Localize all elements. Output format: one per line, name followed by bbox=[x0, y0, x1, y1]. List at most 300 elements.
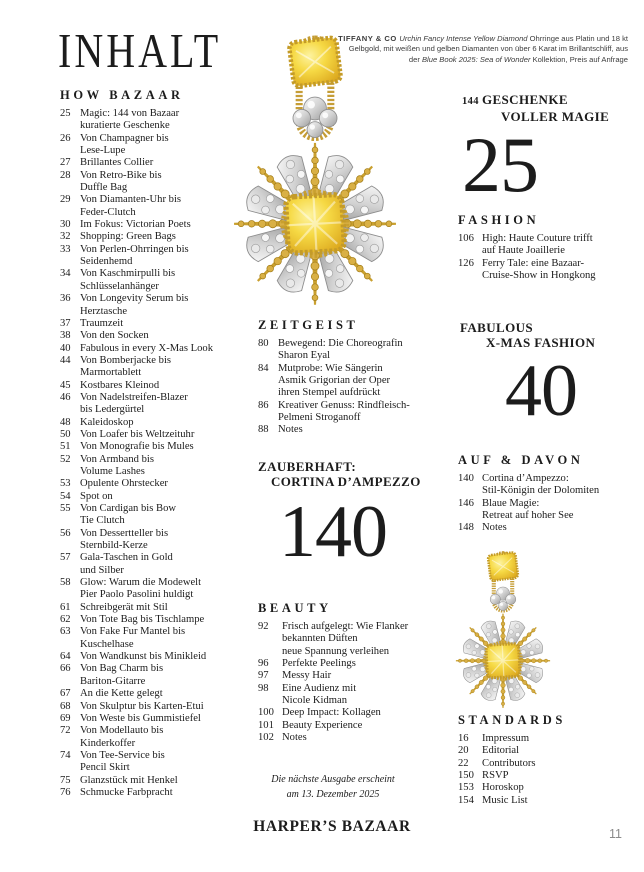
toc-entry bbox=[60, 380, 246, 392]
toc-entry bbox=[60, 343, 246, 355]
entry-text bbox=[482, 233, 640, 258]
entry-line: Schmucke Farbpracht bbox=[80, 786, 173, 798]
entry-page-number: 146 bbox=[458, 497, 474, 509]
entry-line: Von Tote Bag bis Tischlampe bbox=[80, 614, 205, 626]
entry-text bbox=[80, 491, 246, 503]
entry-page-number: 150 bbox=[458, 770, 474, 782]
entry-line: bekannten Düften bbox=[282, 633, 358, 645]
feature-xmas bbox=[460, 320, 596, 432]
entry-text bbox=[80, 626, 246, 651]
toc-entry bbox=[258, 720, 454, 732]
entry-line: Gala-Taschen in Gold bbox=[80, 552, 173, 564]
toc-entry bbox=[458, 498, 640, 523]
entry-text bbox=[80, 293, 246, 318]
entry-page-number: 16 bbox=[458, 733, 469, 744]
page-title: INHALT bbox=[58, 23, 222, 79]
entry-text bbox=[80, 651, 246, 663]
section-title: AUF & DAVON bbox=[458, 453, 584, 467]
entry-text bbox=[80, 552, 246, 577]
entry-text bbox=[80, 318, 246, 330]
entry-line: Kinderkoffer bbox=[80, 737, 136, 749]
earring-photo-large bbox=[227, 20, 403, 322]
toc-entry bbox=[60, 429, 246, 441]
toc-entry bbox=[60, 701, 246, 713]
entry-line: RSVP bbox=[482, 770, 509, 782]
entry-page-number: 102 bbox=[258, 732, 274, 744]
entry-page-number: 68 bbox=[60, 700, 71, 712]
entry-line: Schlüsselanhänger bbox=[80, 280, 159, 292]
toc-entry bbox=[60, 478, 246, 490]
feature-folio-number: 25 bbox=[462, 121, 538, 208]
entry-line: Tie Clutch bbox=[80, 515, 125, 527]
entry-text bbox=[282, 720, 454, 732]
entry-page-number: 72 bbox=[60, 725, 71, 737]
entry-line: Volume Lashes bbox=[80, 465, 145, 477]
entry-line: Von Wandkunst bis Minikleid bbox=[80, 651, 207, 663]
entry-page-number: 64 bbox=[60, 651, 71, 663]
entry-page-number: 38 bbox=[60, 330, 71, 342]
entry-line: Marmortablett bbox=[80, 367, 142, 379]
entry-page-number: 53 bbox=[60, 478, 71, 490]
entry-page-number: 51 bbox=[60, 441, 71, 453]
entry-line: Von Tee-Service bis bbox=[80, 749, 165, 761]
entry-line: Beauty Experience bbox=[282, 719, 363, 731]
toc-entry bbox=[60, 417, 246, 429]
entry-line: Stil-Königin der Dolomiten bbox=[482, 485, 600, 497]
toc-entry bbox=[60, 108, 246, 133]
entry-page-number: 88 bbox=[258, 424, 269, 436]
toc-entry bbox=[60, 268, 246, 293]
toc-entry bbox=[60, 775, 246, 787]
toc-entry bbox=[60, 614, 246, 626]
entry-page-number: 20 bbox=[458, 745, 469, 757]
toc-entry bbox=[258, 621, 454, 658]
entry-line: neue Spannung verleihen bbox=[282, 645, 390, 657]
entry-line: Cortina d’Ampezzo: bbox=[482, 473, 569, 484]
entry-line: Glow: Warum die Modewelt bbox=[80, 577, 202, 589]
entry-line: Notes bbox=[278, 424, 303, 436]
next-issue-line2: am 13. Dezember 2025 bbox=[286, 789, 380, 800]
entry-page-number: 76 bbox=[60, 786, 71, 798]
toc-entry bbox=[60, 725, 246, 750]
toc-entry bbox=[60, 219, 246, 231]
entry-text bbox=[282, 707, 454, 719]
entry-text bbox=[282, 621, 454, 658]
toc-entry bbox=[60, 491, 246, 503]
entry-page-number: 74 bbox=[60, 749, 71, 761]
entry-text bbox=[482, 745, 640, 757]
entry-line: Von Bomberjacke bis bbox=[80, 354, 172, 366]
toc-entry bbox=[258, 658, 454, 670]
entry-line: Brillantes Collier bbox=[80, 157, 154, 169]
entry-line: Glanzstück mit Henkel bbox=[80, 774, 178, 786]
entry-line: bis Ledergürtel bbox=[80, 404, 145, 416]
toc-entry bbox=[60, 170, 246, 195]
feature-kicker-number: 144 bbox=[462, 96, 479, 107]
toc-entry bbox=[60, 293, 246, 318]
toc-entry bbox=[258, 400, 454, 425]
next-issue-note bbox=[248, 772, 418, 802]
entry-text bbox=[80, 330, 246, 342]
section-title: ZEITGEIST bbox=[258, 318, 359, 332]
entry-line: Sternbild-Kerze bbox=[80, 540, 148, 552]
entry-line: Eine Audienz mit bbox=[282, 682, 357, 694]
entry-text bbox=[80, 194, 246, 219]
entry-text bbox=[80, 108, 246, 133]
entry-line: Retreat auf hoher See bbox=[482, 510, 574, 522]
next-issue-line1: Die nächste Ausgabe erscheint bbox=[271, 774, 395, 785]
feature-folio-number: 40 bbox=[505, 350, 577, 432]
entry-text bbox=[282, 658, 454, 670]
entry-line: Kreativer Genuss: Rindfleisch- bbox=[278, 399, 410, 411]
entry-line: Notes bbox=[482, 522, 507, 534]
entry-page-number: 22 bbox=[458, 757, 469, 769]
entry-page-number: 27 bbox=[60, 157, 71, 169]
entry-line: Fabulous in every X-Mas Look bbox=[80, 342, 213, 354]
toc-entry bbox=[458, 233, 640, 258]
entry-page-number: 56 bbox=[60, 527, 71, 539]
entry-line: Von Perlen-Ohrringen bis bbox=[80, 243, 189, 255]
toc-entry bbox=[458, 745, 640, 757]
entry-page-number: 57 bbox=[60, 552, 71, 564]
entry-line: Duffle Bag bbox=[80, 182, 128, 194]
section-title: BEAUTY bbox=[258, 601, 332, 615]
toc-entry bbox=[60, 528, 246, 553]
section-beauty bbox=[258, 601, 454, 744]
entry-line: auf Haute Joaillerie bbox=[482, 245, 565, 257]
toc-entry bbox=[60, 503, 246, 528]
section-standards bbox=[458, 713, 640, 807]
entry-text bbox=[80, 392, 246, 417]
entry-text bbox=[80, 380, 246, 392]
entry-line: An die Kette gelegt bbox=[80, 688, 163, 700]
entry-line: Pier Paolo Pasolini huldigt bbox=[80, 589, 194, 601]
entry-text bbox=[80, 577, 246, 602]
toc-entry bbox=[258, 670, 454, 682]
entry-page-number: 34 bbox=[60, 268, 71, 280]
toc-entry bbox=[60, 713, 246, 725]
toc-entry bbox=[258, 338, 454, 363]
toc-entry bbox=[60, 318, 246, 330]
toc-entry bbox=[258, 732, 454, 744]
section-fashion bbox=[458, 213, 640, 282]
entry-text bbox=[482, 522, 640, 534]
entry-page-number: 28 bbox=[60, 169, 71, 181]
entry-line: Opulente Ohrstecker bbox=[80, 478, 168, 490]
toc-entry bbox=[60, 577, 246, 602]
entry-page-number: 54 bbox=[60, 490, 71, 502]
entry-page-number: 96 bbox=[258, 658, 269, 670]
entry-line: Von Champagner bis bbox=[80, 132, 169, 144]
entry-line: Lese-Lupe bbox=[80, 145, 126, 157]
entry-line: Editorial bbox=[482, 745, 520, 757]
feature-kicker-line1: ZAUBERHAFT: bbox=[258, 459, 357, 474]
entry-page-number: 126 bbox=[458, 257, 474, 269]
feature-kicker-line2: CORTINA D’AMPEZZO bbox=[271, 474, 421, 489]
entry-line: Herztasche bbox=[80, 305, 128, 317]
entry-page-number: 30 bbox=[60, 219, 71, 231]
toc-entry bbox=[458, 770, 640, 782]
entry-text bbox=[80, 787, 246, 799]
entry-line: Von Diamanten-Uhr bis bbox=[80, 194, 182, 206]
entry-page-number: 100 bbox=[258, 707, 274, 719]
toc-entry bbox=[458, 522, 640, 534]
entry-page-number: 97 bbox=[258, 670, 269, 682]
entry-text bbox=[80, 268, 246, 293]
entry-line: Perfekte Peelings bbox=[282, 658, 356, 670]
entry-line: Von Weste bis Gummistiefel bbox=[80, 712, 201, 724]
entry-page-number: 29 bbox=[60, 194, 71, 206]
entry-line: Von Monografie bis Mules bbox=[80, 441, 194, 453]
entry-line: High: Haute Couture trifft bbox=[482, 233, 593, 244]
entry-line: Von Nadelstreifen-Blazer bbox=[80, 391, 188, 403]
toc-entry bbox=[458, 758, 640, 770]
feature-kicker-text: GESCHENKE bbox=[481, 92, 568, 107]
credit-text: Urchin Fancy Intense Yellow Diamond bbox=[399, 33, 528, 43]
entry-line: Magic: 144 von Bazaar bbox=[80, 108, 180, 119]
entry-text bbox=[80, 701, 246, 713]
section-title: STANDARDS bbox=[458, 713, 566, 727]
entry-text bbox=[278, 424, 454, 436]
entry-text bbox=[80, 750, 246, 775]
toc-entry bbox=[258, 683, 454, 708]
toc-entry bbox=[60, 787, 246, 799]
entry-page-number: 153 bbox=[458, 782, 474, 794]
toc-entry bbox=[60, 194, 246, 219]
entry-text bbox=[80, 417, 246, 429]
toc-entry bbox=[258, 707, 454, 719]
entry-line: kuratierte Geschenke bbox=[80, 120, 170, 132]
entry-text bbox=[80, 528, 246, 553]
entry-line: Spot on bbox=[80, 490, 113, 502]
entry-line: Impressum bbox=[482, 733, 530, 744]
entry-line: Von Loafer bis Weltzeituhr bbox=[80, 428, 195, 440]
entry-page-number: 66 bbox=[60, 663, 71, 675]
magazine-logo: HARPER’S BAZAAR bbox=[253, 818, 411, 835]
entry-line: Contributors bbox=[482, 757, 536, 769]
entry-page-number: 106 bbox=[458, 233, 474, 244]
entry-line: Seidenhemd bbox=[80, 256, 133, 268]
entry-line: Von Fake Fur Mantel bis bbox=[80, 626, 186, 638]
toc-entry bbox=[60, 355, 246, 380]
entry-page-number: 33 bbox=[60, 243, 71, 255]
section-title: HOW BAZAAR bbox=[60, 88, 184, 102]
entry-line: Von Cardigan bis Bow bbox=[80, 503, 177, 514]
entry-line: Von Modellauto bis bbox=[80, 725, 164, 737]
entry-line: Kaleidoskop bbox=[80, 416, 134, 428]
entry-page-number: 46 bbox=[60, 391, 71, 403]
toc-entry bbox=[60, 750, 246, 775]
entry-text bbox=[80, 429, 246, 441]
entry-line: Blaue Magie: bbox=[482, 497, 540, 509]
earring-photo-small bbox=[444, 545, 562, 715]
entry-line: ihren Stempel aufdrückt bbox=[278, 387, 381, 399]
entry-page-number: 154 bbox=[458, 794, 474, 806]
entry-text bbox=[482, 782, 640, 794]
entry-line: und Silber bbox=[80, 564, 124, 576]
entry-page-number: 36 bbox=[60, 293, 71, 305]
toc-entry bbox=[458, 473, 640, 498]
toc-entry bbox=[60, 441, 246, 453]
toc-entry bbox=[60, 244, 246, 269]
section-zeitgeist bbox=[258, 318, 454, 437]
toc-entry bbox=[60, 454, 246, 479]
entry-text bbox=[80, 503, 246, 528]
entry-text bbox=[80, 231, 246, 243]
entry-text bbox=[80, 219, 246, 231]
entry-text bbox=[80, 602, 246, 614]
toc-entry bbox=[60, 133, 246, 158]
entry-line: Music List bbox=[482, 794, 528, 806]
entry-page-number: 25 bbox=[60, 108, 71, 119]
entry-text bbox=[80, 713, 246, 725]
toc-entry bbox=[60, 157, 246, 169]
toc-entry bbox=[458, 733, 640, 745]
entry-text bbox=[482, 795, 640, 807]
entry-text bbox=[482, 758, 640, 770]
entry-page-number: 44 bbox=[60, 354, 71, 366]
entry-text bbox=[80, 133, 246, 158]
toc-entry bbox=[60, 330, 246, 342]
entry-page-number: 37 bbox=[60, 317, 71, 329]
entry-line: Nicole Kidman bbox=[282, 695, 348, 707]
feature-cortina bbox=[258, 459, 421, 573]
entry-text bbox=[80, 454, 246, 479]
feature-geschenke bbox=[462, 92, 610, 208]
credit-text: Ohrringe aus Platin und 18 kt Gelbgold, mit weißen und gelben Diamanten von über 6 Karat im Brillantschliff, aus der bbox=[348, 33, 628, 65]
entry-line: Deep Impact: Kollagen bbox=[282, 707, 381, 719]
entry-page-number: 32 bbox=[60, 231, 71, 243]
entry-page-number: 101 bbox=[258, 719, 274, 731]
entry-text bbox=[278, 363, 454, 400]
toc-entry bbox=[60, 392, 246, 417]
entry-line: Im Fokus: Victorian Poets bbox=[80, 219, 191, 231]
entry-page-number: 63 bbox=[60, 626, 71, 638]
entry-text bbox=[80, 244, 246, 269]
entry-page-number: 58 bbox=[60, 577, 71, 589]
entry-page-number: 61 bbox=[60, 601, 71, 613]
entry-text bbox=[80, 355, 246, 380]
feature-kicker-line1 bbox=[462, 92, 609, 109]
entry-text bbox=[80, 478, 246, 490]
toc-entry bbox=[458, 782, 640, 794]
entry-text bbox=[80, 441, 246, 453]
entry-line: Von Kaschmirpulli bis bbox=[80, 268, 176, 280]
entry-text bbox=[80, 725, 246, 750]
feature-kicker-line1: FABULOUS bbox=[460, 320, 534, 335]
page-number: 11 bbox=[609, 827, 622, 841]
entry-line: Kostbares Kleinod bbox=[80, 379, 160, 391]
entry-text bbox=[482, 258, 640, 283]
entry-text bbox=[482, 473, 640, 498]
entry-text bbox=[282, 670, 454, 682]
toc-entry bbox=[60, 626, 246, 651]
entry-text bbox=[278, 338, 454, 363]
entry-line: Von Armband bis bbox=[80, 453, 154, 465]
entry-line: Kuschelhase bbox=[80, 638, 134, 650]
feature-folio-number: 140 bbox=[279, 491, 387, 573]
entry-text bbox=[80, 170, 246, 195]
entry-line: Messy Hair bbox=[282, 670, 332, 682]
entry-line: Von Bag Charm bis bbox=[80, 663, 164, 675]
entry-page-number: 69 bbox=[60, 712, 71, 724]
entry-line: Cruise-Show in Hongkong bbox=[482, 270, 596, 282]
entry-page-number: 84 bbox=[258, 362, 269, 374]
entry-line: Notes bbox=[282, 732, 307, 744]
entry-page-number: 50 bbox=[60, 428, 71, 440]
entry-text bbox=[482, 733, 640, 745]
entry-text bbox=[482, 498, 640, 523]
section-title: FASHION bbox=[458, 213, 540, 227]
entry-page-number: 98 bbox=[258, 682, 269, 694]
entry-page-number: 92 bbox=[258, 621, 269, 632]
entry-line: Bariton-Gitarre bbox=[80, 675, 146, 687]
entry-page-number: 75 bbox=[60, 774, 71, 786]
entry-text bbox=[80, 614, 246, 626]
entry-page-number: 148 bbox=[458, 522, 474, 534]
entry-line: Von Dessertteller bis bbox=[80, 527, 169, 539]
toc-entry bbox=[258, 424, 454, 436]
entry-page-number: 40 bbox=[60, 342, 71, 354]
toc-entry bbox=[60, 688, 246, 700]
entry-line: Von Skulptur bis Karten-Etui bbox=[80, 700, 204, 712]
entry-line: Schreibgerät mit Stil bbox=[80, 601, 168, 613]
entry-line: Von den Socken bbox=[80, 330, 149, 342]
entry-line: Asmik Grigorian der Oper bbox=[278, 375, 391, 387]
entry-text bbox=[278, 400, 454, 425]
toc-entry bbox=[258, 363, 454, 400]
toc-entry bbox=[458, 795, 640, 807]
toc-entry bbox=[60, 651, 246, 663]
entry-line: Sharon Eyal bbox=[278, 350, 331, 362]
entry-text bbox=[282, 683, 454, 708]
toc-entry bbox=[458, 258, 640, 283]
entry-text bbox=[80, 343, 246, 355]
entry-line: Von Longevity Serum bis bbox=[80, 293, 189, 305]
entry-line: Frisch aufgelegt: Wie Flanker bbox=[282, 621, 409, 632]
entry-page-number: 67 bbox=[60, 688, 71, 700]
entry-line: Shopping: Green Bags bbox=[80, 231, 176, 243]
entry-line: Horoskop bbox=[482, 782, 524, 794]
feature-kicker-line2: X-MAS FASHION bbox=[486, 335, 596, 350]
entry-text bbox=[80, 775, 246, 787]
entry-text bbox=[80, 688, 246, 700]
entry-line: Pelmeni Stroganoff bbox=[278, 412, 361, 424]
credit-text: Kollektion, Preis auf Anfrage bbox=[530, 55, 628, 65]
entry-page-number: 86 bbox=[258, 399, 269, 411]
toc-entry bbox=[60, 602, 246, 614]
entry-line: Traumzeit bbox=[80, 317, 124, 329]
feature-kicker-line2: VOLLER MAGIE bbox=[501, 109, 610, 124]
toc-entry bbox=[60, 663, 246, 688]
credit-text: Blue Book 2025: Sea of Wonder bbox=[421, 55, 531, 65]
entry-text bbox=[482, 770, 640, 782]
entry-line: Feder-Clutch bbox=[80, 206, 136, 218]
entry-line: Pencil Skirt bbox=[80, 762, 130, 774]
section-how-bazaar bbox=[60, 88, 246, 799]
entry-line: Von Retro-Bike bis bbox=[80, 169, 162, 181]
entry-page-number: 62 bbox=[60, 614, 71, 626]
entry-text bbox=[80, 157, 246, 169]
entry-page-number: 48 bbox=[60, 416, 71, 428]
toc-entry bbox=[60, 231, 246, 243]
entry-page-number: 80 bbox=[258, 338, 269, 349]
entry-page-number: 140 bbox=[458, 473, 474, 484]
section-auf-davon bbox=[458, 453, 640, 535]
entry-page-number: 55 bbox=[60, 503, 71, 514]
entry-line: Mutprobe: Wie Sängerin bbox=[278, 362, 383, 374]
credit-brand: TIFFANY & CO bbox=[338, 33, 400, 43]
